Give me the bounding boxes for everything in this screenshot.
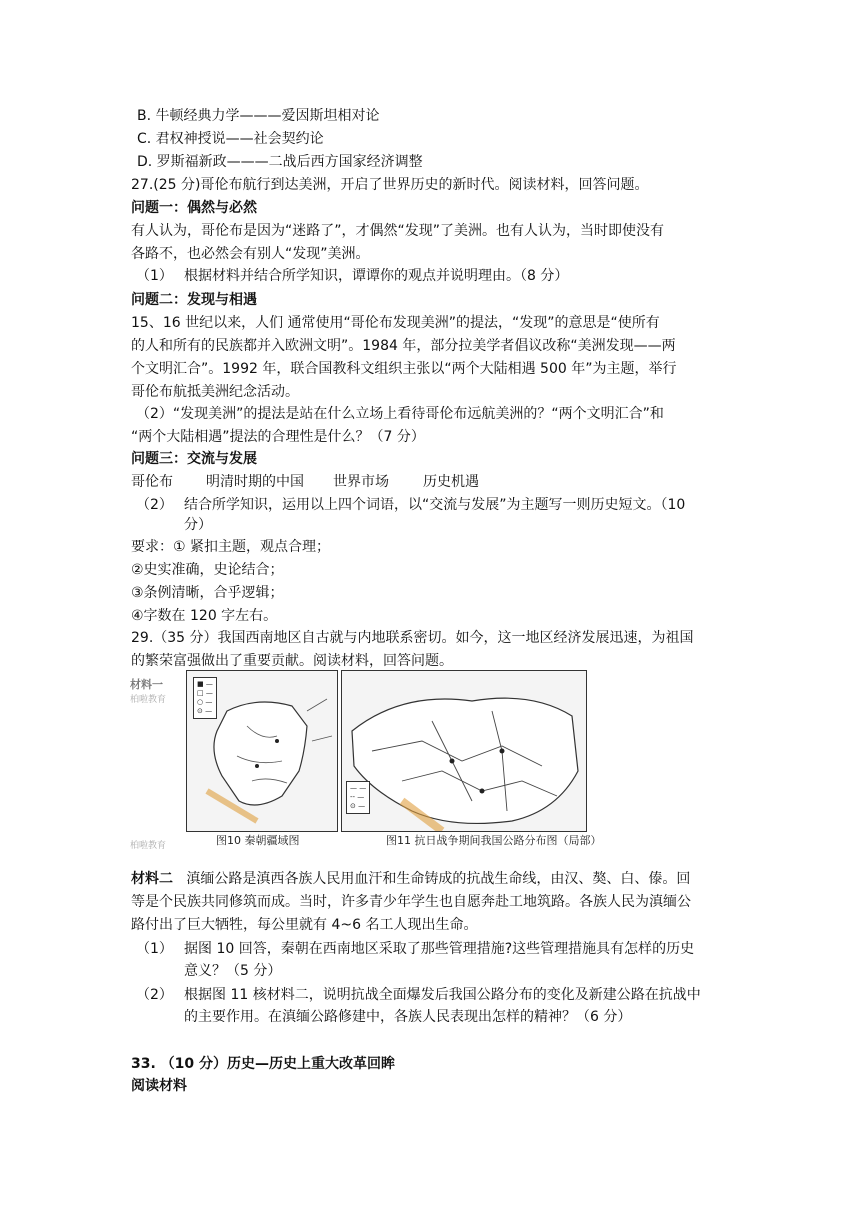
q27-p2-text: 15、16 世纪以来，人们 通常使用“哥伦布发现美洲”的提法，“发现”的意思是“使所有: [131, 315, 660, 331]
q29-intro: 的繁荣富强做出了重要贡献。阅读材料，回答问题。: [131, 653, 453, 669]
material-two: [131, 869, 690, 889]
map-legend: ■ — □ — ○ — ⊙ —: [193, 677, 217, 719]
maps-figure: [128, 670, 602, 856]
option-d: D. 罗斯福新政———二战后西方国家经济调整: [137, 154, 423, 170]
q29-q1-text: 据图 10 回答，秦朝在西南地区采取了那些管理措施?这些管理措施具有怎样的历史: [184, 941, 695, 957]
q27-p3-word: 历史机遇: [423, 474, 479, 490]
q27-p1-question: 根据材料并结合所学知识，谭谭你的观点并说明理由。（8 分）: [184, 268, 569, 284]
q27-p3-word: 明清时期的中国: [206, 474, 304, 490]
map-legend: — — -- — ⊙ —: [346, 781, 370, 814]
q27-p3-question: 结合所学知识，运用以上四个词语，以“交流与发展”为主题写一则历史短文。（10: [184, 497, 686, 513]
q29-q2-text: 的主要作用。在滇缅公路修建中，各族人民表现出怎样的精神？（6 分）: [184, 1009, 632, 1025]
map-wartime-roads: [341, 670, 587, 832]
q27-p3-word: 世界市场: [333, 474, 389, 490]
q27-p2-text: 哥伦布航抵美洲纪念活动。: [131, 384, 299, 400]
q27-p2-question: （2）“发现美洲”的提法是站在什么立场上看待哥伦布远航美洲的？“两个文明汇合”和: [136, 406, 664, 422]
material-one-label: 材料一: [130, 678, 163, 691]
q27-p3-requirement: ④字数在 120 字左右。: [131, 608, 278, 624]
map-qin-territory: [186, 670, 338, 832]
q27-p2-text: 个文明汇合”。1992 年，联合国教科文组织主张以“两个大陆相遇 500 年”为主题，举行: [131, 361, 677, 377]
watermark: 柏啦教育: [130, 841, 167, 851]
material-two-text: 路付出了巨大牺牲，每公里就有 4~6 名工人现出生命。: [131, 917, 478, 933]
material-two-text: 等是个民族共同修筑而成。当时，许多青少年学生也自愿奔赴工地筑路。各族人民为滇缅公: [131, 894, 691, 910]
q27-p2-question: “两个大陆相遇”提法的合理性是什么？（7 分）: [131, 429, 425, 445]
map11-caption: 图11 抗日战争期间我国公路分布图（局部）: [386, 834, 602, 847]
q27-intro: 27.(25 分)哥伦布航行到达美洲，开启了世界历史的新时代。阅读材料，回答问题。: [131, 177, 649, 193]
q27-p1-heading: 问题一：偶然与必然: [131, 200, 257, 216]
q27-p1-text: 各路不，也必然会有别人“发现”美洲。: [131, 246, 370, 262]
q27-p3-requirement: 要求：① 紧扣主题，观点合理；: [131, 539, 331, 555]
material-two-text: 滇缅公路是滇西各族人民用血汗和生命铸成的抗战生命线，由汉、獒、白、傣。回: [186, 871, 691, 887]
q27-p3-requirement: ③条例清晰，合乎逻辑；: [131, 585, 284, 601]
option-b: B. 牛顿经典力学———爱因斯坦相对论: [137, 108, 380, 124]
q27-p3-heading: 问题三：交流与发展: [131, 451, 257, 467]
q29-q1-text: 意义？（5 分）: [184, 963, 282, 979]
material-two-label: 材料二: [131, 871, 173, 887]
q27-p3-requirement: ②史实准确，史论结合；: [131, 562, 284, 578]
q29-q2-text: 根据图 11 核材料二，说明抗战全面爆发后我国公路分布的变化及新建公路在抗战中: [184, 987, 701, 1003]
roads-map-drawing: [342, 671, 586, 831]
q29-q2-num: （2）: [136, 987, 173, 1003]
q27-p2-text: 的人和所有的民族都并入欧洲文明”。1984 年，部分拉美学者倡议改称“美洲发现——两: [131, 338, 676, 354]
q33-subtitle: 阅读材料: [131, 1078, 187, 1094]
q33-title: 33. （10 分）历史—历史上重大改革回眸: [131, 1056, 396, 1072]
q29-intro: 29.（35 分）我国西南地区自古就与内地联系密切。如今，这一地区经济发展迅速，为祖国: [131, 630, 694, 646]
q27-p3-qnum: （2）: [136, 497, 173, 513]
map10-caption: 图10 秦朝疆域图: [216, 834, 300, 847]
q27-p1-qnum: （1）: [136, 268, 173, 284]
q27-p3-word: 哥伦布: [131, 474, 173, 490]
q27-p3-question: 分）: [184, 517, 212, 533]
q29-q1-num: （1）: [136, 941, 173, 957]
option-c: C. 君权神授说——社会契约论: [137, 131, 324, 147]
watermark: 柏啦教育: [130, 695, 167, 705]
q27-p2-heading: 问题二：发现与相遇: [131, 292, 257, 308]
q27-p1-text: 有人认为，哥伦布是因为“迷路了”，才偶然“发现”了美洲。也有人认为，当时即使没有: [131, 223, 665, 239]
